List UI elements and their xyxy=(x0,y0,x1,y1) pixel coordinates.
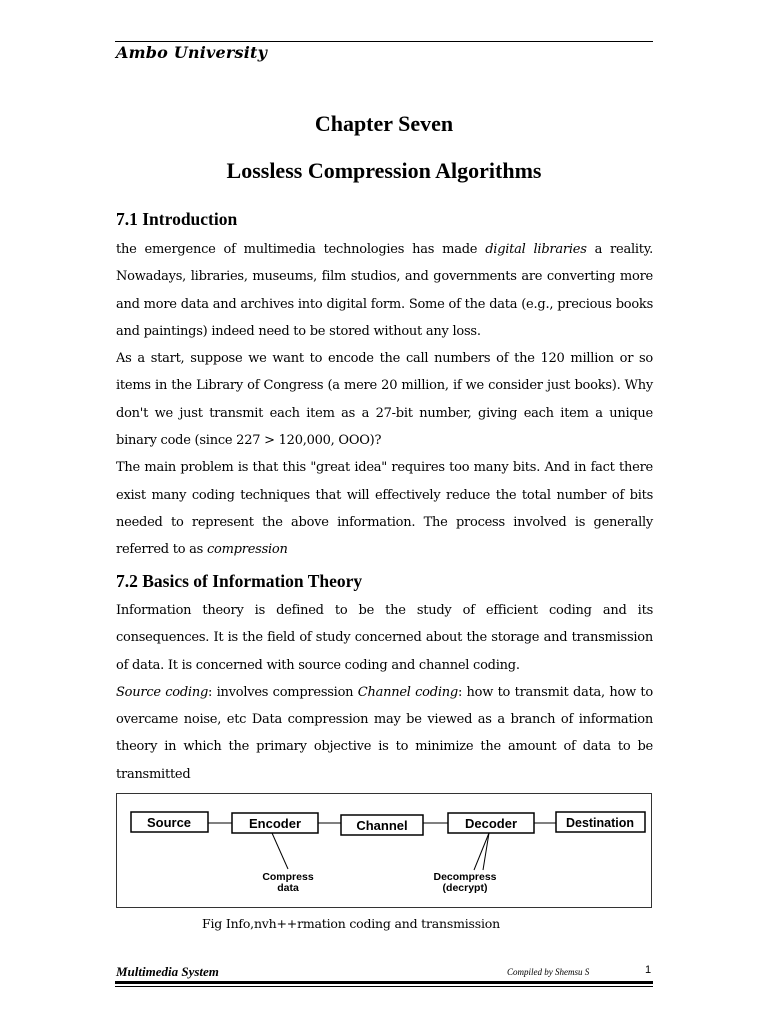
header-rule xyxy=(115,41,653,42)
annotation-pointer xyxy=(272,833,288,869)
section-heading-introduction: 7.1 Introduction xyxy=(116,209,238,229)
emphasis-text: compression xyxy=(206,542,288,558)
header-university: Ambo University xyxy=(116,43,268,62)
encoder-label: Encoder xyxy=(248,816,302,831)
section-heading-information-theory: 7.2 Basics of Information Theory xyxy=(116,571,363,591)
text-run: a reality. Nowadays, libraries, museums, film studios, and governments are converting more and more data and archives into digital form. Some of the data (e.g., precious books and paintings) indeed need to be stored without any loss. xyxy=(116,242,654,339)
footer-rule-thin xyxy=(115,986,653,987)
compress-note-line1: Compress xyxy=(262,871,314,883)
page-number: 1 xyxy=(645,964,652,976)
coding-transmission-diagram xyxy=(116,793,652,908)
section-body-information-theory xyxy=(116,597,653,788)
paragraph xyxy=(116,679,653,788)
text-run: the emergence of multimedia technologies has made xyxy=(116,242,486,257)
text-run: The main problem is that this "great idea" requires too many bits. And in fact there exist many coding techniques that will effectively reduce the total number of bits needed to represent the above information. The process involved is generally referred to as xyxy=(116,460,653,558)
text-run: : involves compression xyxy=(208,684,358,700)
decompress-note-line2: (decrypt) xyxy=(442,882,488,894)
compress-note-line2: data xyxy=(277,882,299,894)
channel-label: Channel xyxy=(356,818,408,833)
destination-label: Destination xyxy=(565,816,635,830)
emphasis-text: Source coding xyxy=(116,684,209,700)
decompress-note-line1: Decompress xyxy=(433,871,497,883)
emphasis-text: Channel coding xyxy=(357,684,458,700)
chapter-title: Lossless Compression Algorithms xyxy=(226,158,542,183)
emphasis-text: digital libraries xyxy=(485,242,587,257)
footer-rule-thick xyxy=(115,981,653,984)
chapter-number: Chapter Seven xyxy=(314,111,454,136)
paragraph xyxy=(116,236,653,345)
paragraph: Information theory is defined to be the study of efficient coding and its consequences. It is the field of study concerned about the storage and transmission of data. It is concerned with source coding and channel coding. xyxy=(116,603,653,673)
section-body-introduction xyxy=(116,236,653,564)
text-run: : how to transmit data, how to overcame noise, etc Data compression may be viewed as a branch of information theory in which the primary objective is to minimize the amount of data to be transmitted xyxy=(116,684,653,782)
figure-caption: Fig Info,nvh++rmation coding and transmission xyxy=(202,916,500,931)
source-label: Source xyxy=(146,815,192,830)
paragraph: As a start, suppose we want to encode the call numbers of the 120 million or so items in the Library of Congress (a mere 20 million, if we consider just books). Why don't we just transmit each item as a 27-bit number, giving each item a unique binary code (since 227 > 120,000, OOO)? xyxy=(116,351,653,449)
footer-title: Multimedia System xyxy=(116,964,219,979)
paragraph xyxy=(116,454,653,563)
footer-compiled-by: Compiled by Shemsu S xyxy=(507,967,590,977)
annotation-pointer xyxy=(483,833,489,870)
decoder-label: Decoder xyxy=(464,816,518,831)
diagram-svg xyxy=(117,794,653,909)
annotation-pointer xyxy=(474,833,489,870)
